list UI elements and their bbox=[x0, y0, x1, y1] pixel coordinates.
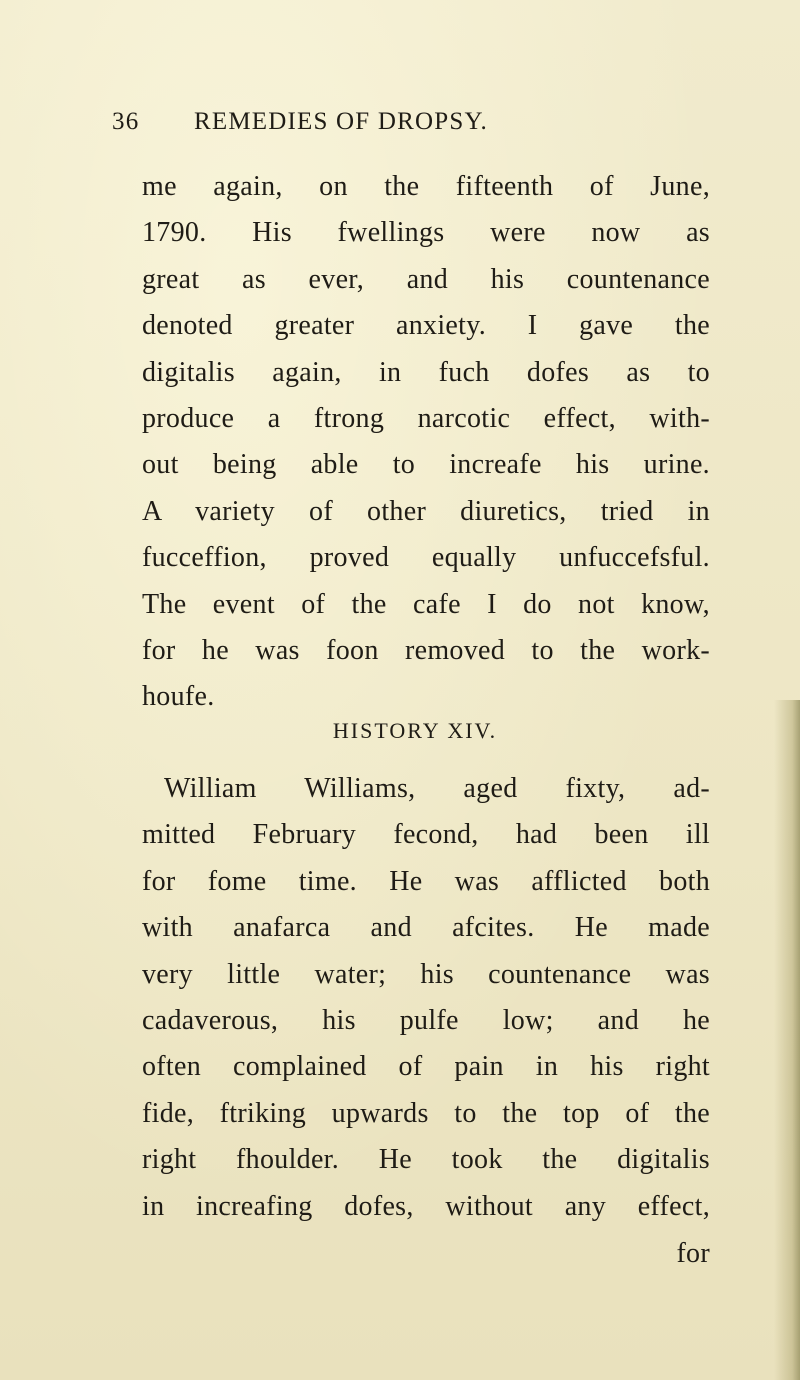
text-line: fucceffion, proved equally unfuccefsful. bbox=[142, 542, 710, 574]
text-line: The event of the cafe I do not know, bbox=[142, 588, 710, 620]
text-line: denoted greater anxiety. I gave the bbox=[142, 310, 710, 342]
paragraph-2 bbox=[142, 766, 710, 1230]
running-head-title: REMEDIES OF DROPSY. bbox=[194, 108, 488, 135]
text-line: for fome time. He was afflicted both bbox=[142, 865, 710, 897]
text-line: great as ever, and his countenance bbox=[142, 263, 710, 295]
text-line: mitted February fecond, had been ill bbox=[142, 819, 710, 851]
text-line: cadaverous, his pulfe low; and he bbox=[142, 1005, 710, 1037]
text-line: out being able to increafe his urine. bbox=[142, 449, 710, 481]
text-line: for he was foon removed to the work- bbox=[142, 635, 710, 667]
text-line: 1790. His fwellings were now as bbox=[142, 217, 710, 249]
text-line: William Williams, aged fixty, ad- bbox=[164, 773, 710, 804]
text-line: me again, on the fifteenth of June, bbox=[142, 171, 710, 202]
section-heading: HISTORY XIV. bbox=[332, 718, 498, 743]
text-line: often complained of pain in his right bbox=[142, 1051, 710, 1083]
text-line: in increafing dofes, without any effect, bbox=[142, 1190, 710, 1222]
text-line: fide, ftriking upwards to the top of the bbox=[142, 1097, 710, 1129]
text-line: very little water; his countenance was bbox=[142, 958, 710, 990]
running-head bbox=[112, 108, 652, 148]
text-line: houfe. bbox=[142, 681, 215, 713]
text-line: A variety of other diuretics, tried in bbox=[142, 495, 710, 527]
text-line: with anafarca and afcites. He made bbox=[142, 912, 710, 944]
page-number: 36 bbox=[112, 108, 140, 135]
page-edge-shadow bbox=[774, 700, 800, 1380]
catchword: for bbox=[676, 1238, 710, 1269]
paragraph-1 bbox=[142, 164, 710, 721]
text-line: produce a ftrong narcotic effect, with- bbox=[142, 403, 710, 435]
text-line: digitalis again, in fuch dofes as to bbox=[142, 356, 710, 388]
text-line: right fhoulder. He took the digitalis bbox=[142, 1144, 710, 1176]
